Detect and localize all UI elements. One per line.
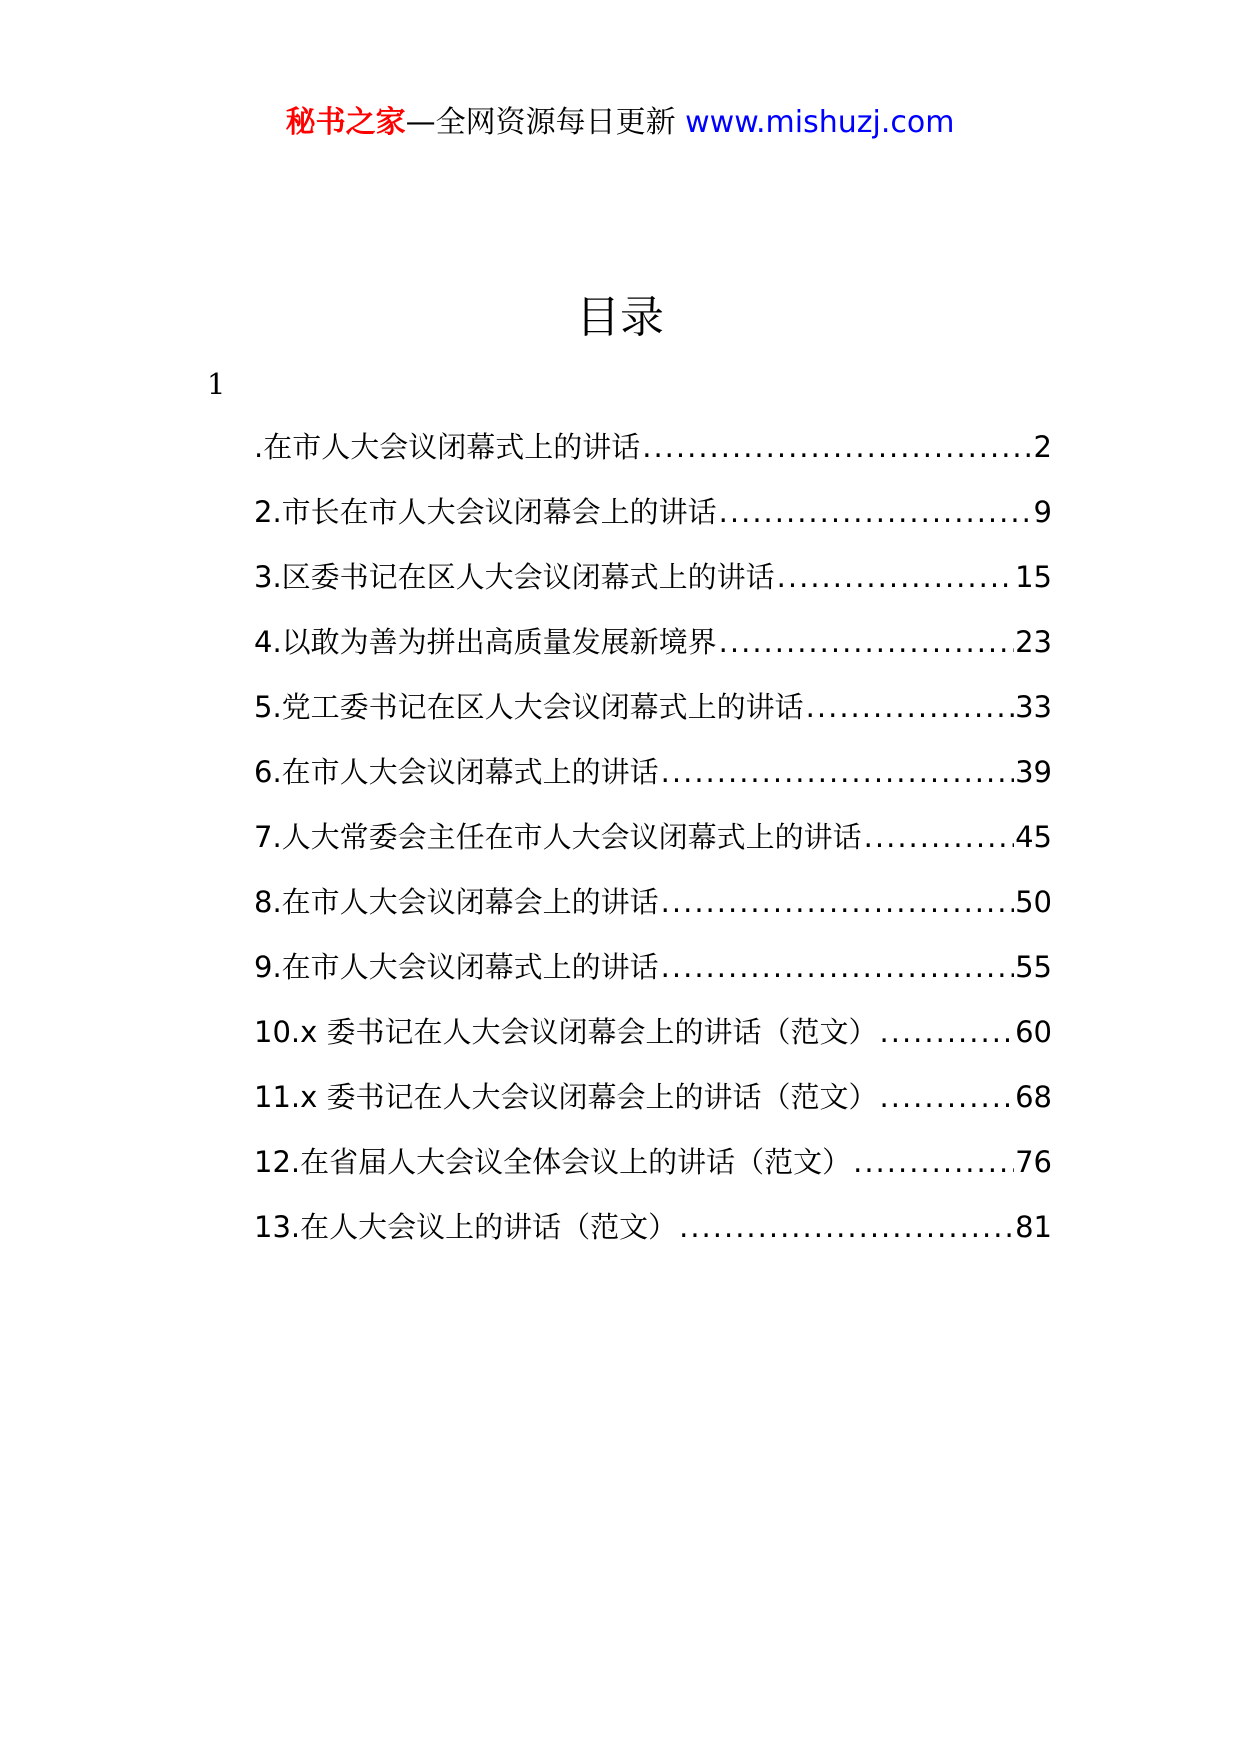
toc-entry-page: 15 xyxy=(1015,560,1052,594)
toc-entry-page: 45 xyxy=(1015,820,1052,854)
toc-entry[interactable] xyxy=(254,620,1052,685)
table-of-contents xyxy=(254,425,1052,1270)
site-tagline: —全网资源每日更新 xyxy=(405,105,676,140)
toc-entry-page: 9 xyxy=(1033,495,1052,529)
toc-entry-page: 81 xyxy=(1015,1210,1052,1244)
site-header xyxy=(0,101,1240,145)
toc-entry-page: 23 xyxy=(1015,625,1052,659)
toc-entry[interactable] xyxy=(254,1010,1052,1075)
toc-entry[interactable] xyxy=(254,815,1052,880)
toc-entry-page: 68 xyxy=(1015,1080,1052,1114)
toc-entry-page: 76 xyxy=(1015,1145,1052,1179)
toc-entry-title: 12.在省届人大会议全体会议上的讲话（范文） xyxy=(254,1145,852,1179)
toc-entry-page: 33 xyxy=(1015,690,1052,724)
toc-entry-title: 3.区委书记在区人大会议闭幕式上的讲话 xyxy=(254,560,775,594)
toc-entry[interactable] xyxy=(254,555,1052,620)
toc-dot-leader xyxy=(880,1075,1015,1119)
toc-entry-title: 10.x 委书记在人大会议闭幕会上的讲话（范文） xyxy=(254,1015,878,1049)
toc-dot-leader xyxy=(719,490,1033,534)
toc-entry-page: 55 xyxy=(1015,950,1052,984)
toc-dot-leader xyxy=(661,750,1014,794)
toc-entry-title: 7.人大常委会主任在市人大会议闭幕式上的讲话 xyxy=(254,820,862,854)
toc-entry-page: 50 xyxy=(1015,885,1052,919)
toc-entry-title: 9.在市人大会议闭幕式上的讲话 xyxy=(254,950,659,984)
toc-entry-title: 11.x 委书记在人大会议闭幕会上的讲话（范文） xyxy=(254,1080,878,1114)
toc-entry-page: 39 xyxy=(1015,755,1052,789)
toc-entry-title: 6.在市人大会议闭幕式上的讲话 xyxy=(254,755,659,789)
toc-entry-page: 60 xyxy=(1015,1015,1052,1049)
toc-dot-leader xyxy=(719,620,1014,664)
toc-entry[interactable] xyxy=(254,1205,1052,1270)
toc-entry-title: 2.市长在市人大会议闭幕会上的讲话 xyxy=(254,495,717,529)
toc-entry[interactable] xyxy=(254,490,1052,555)
toc-entry[interactable] xyxy=(254,880,1052,945)
toc-dot-leader xyxy=(880,1010,1015,1054)
site-url[interactable]: www.mishuzj.com xyxy=(685,105,955,140)
toc-entry-title: 5.党工委书记在区人大会议闭幕式上的讲话 xyxy=(254,690,804,724)
toc-entry[interactable] xyxy=(254,750,1052,815)
toc-entry[interactable] xyxy=(254,685,1052,750)
toc-entry-title: 13.在人大会议上的讲话（范文） xyxy=(254,1210,678,1244)
stray-page-number: 1 xyxy=(207,367,226,401)
page-title: 目录 xyxy=(576,292,664,343)
toc-dot-leader xyxy=(806,685,1014,729)
toc-entry[interactable] xyxy=(254,1140,1052,1205)
toc-dot-leader xyxy=(661,880,1014,924)
toc-dot-leader xyxy=(777,555,1014,599)
toc-entry-title: 8.在市人大会议闭幕会上的讲话 xyxy=(254,885,659,919)
toc-dot-leader xyxy=(642,425,1032,469)
toc-dot-leader xyxy=(864,815,1014,859)
toc-entry-title: .在市人大会议闭幕式上的讲话 xyxy=(254,430,641,464)
toc-entry[interactable] xyxy=(254,1075,1052,1140)
toc-dot-leader xyxy=(853,1140,1014,1184)
toc-entry[interactable] xyxy=(254,945,1052,1010)
toc-dot-leader xyxy=(661,945,1014,989)
site-brand: 秘书之家 xyxy=(285,105,406,140)
toc-entry-page: 2 xyxy=(1033,430,1052,464)
toc-dot-leader xyxy=(679,1205,1014,1249)
toc-entry-title: 4.以敢为善为拼出高质量发展新境界 xyxy=(254,625,717,659)
toc-entry[interactable] xyxy=(254,425,1052,490)
